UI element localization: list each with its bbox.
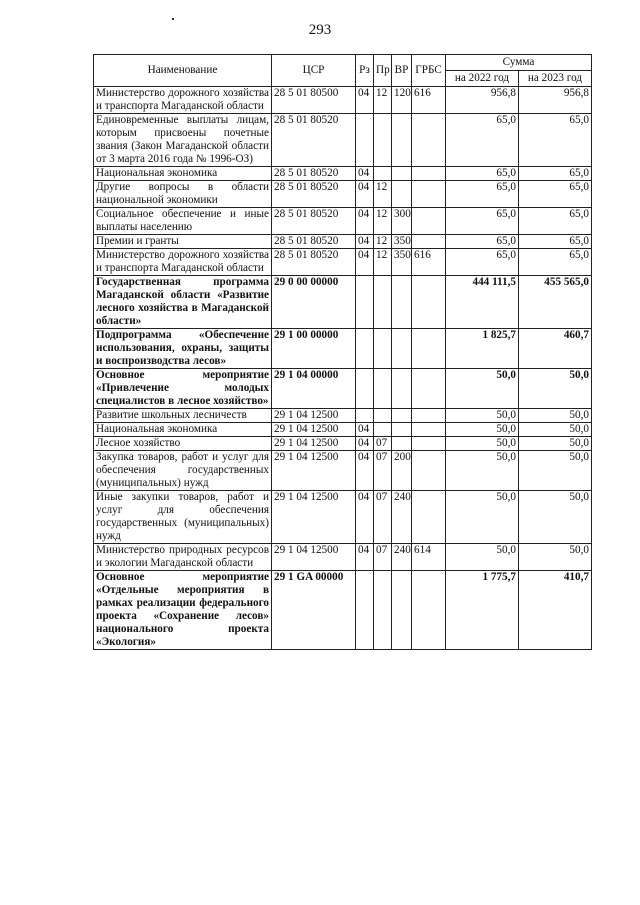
cell-rz: [356, 369, 374, 409]
cell-rz: [356, 276, 374, 329]
cell-sum-2022: 65,0: [446, 249, 519, 276]
cell-csr: 28 5 01 80500: [272, 87, 356, 114]
cell-csr: 28 5 01 80520: [272, 167, 356, 181]
cell-grbs: [412, 167, 446, 181]
cell-csr: 28 5 01 80520: [272, 249, 356, 276]
cell-name: Государственная программа Магаданской области «Развитие лесного хозяйства в Магаданской области»: [94, 276, 272, 329]
cell-csr: 28 5 01 80520: [272, 114, 356, 167]
cell-pr: [374, 329, 392, 369]
cell-pr: [374, 167, 392, 181]
budget-table: [93, 54, 592, 650]
cell-pr: 07: [374, 544, 392, 571]
cell-sum-2022: 65,0: [446, 114, 519, 167]
cell-pr: [374, 276, 392, 329]
cell-grbs: [412, 181, 446, 208]
cell-rz: [356, 329, 374, 369]
cell-name: Основное мероприятие «Привлечение молодых специалистов в лесное хозяйство»: [94, 369, 272, 409]
cell-csr: 29 1 GA 00000: [272, 571, 356, 650]
cell-rz: 04: [356, 423, 374, 437]
cell-sum-2023: 65,0: [519, 167, 592, 181]
cell-vr: 200: [392, 451, 412, 491]
cell-name: Иные закупки товаров, работ и услуг для обеспечения государственных (муниципальных) нужд: [94, 491, 272, 544]
table-body: [94, 87, 592, 650]
cell-sum-2022: 50,0: [446, 491, 519, 544]
table-row: [94, 329, 592, 369]
cell-grbs: [412, 369, 446, 409]
cell-pr: 07: [374, 451, 392, 491]
cell-name: Другие вопросы в области национальной экономики: [94, 181, 272, 208]
cell-sum-2023: 65,0: [519, 249, 592, 276]
cell-sum-2023: 410,7: [519, 571, 592, 650]
cell-sum-2022: 956,8: [446, 87, 519, 114]
cell-vr: [392, 329, 412, 369]
cell-sum-2022: 65,0: [446, 167, 519, 181]
cell-sum-2023: 50,0: [519, 437, 592, 451]
cell-csr: 29 1 04 12500: [272, 437, 356, 451]
cell-grbs: [412, 409, 446, 423]
cell-name: Основное мероприятие «Отдельные мероприятия в рамках реализации федерального проекта «Сохранение лесов» национального проекта «Экология»: [94, 571, 272, 650]
cell-vr: 240: [392, 491, 412, 544]
cell-rz: 04: [356, 208, 374, 235]
cell-rz: 04: [356, 491, 374, 544]
cell-grbs: [412, 491, 446, 544]
table-row: [94, 451, 592, 491]
cell-sum-2022: 1 775,7: [446, 571, 519, 650]
cell-sum-2022: 65,0: [446, 235, 519, 249]
cell-vr: 240: [392, 544, 412, 571]
cell-vr: 120: [392, 87, 412, 114]
cell-rz: [356, 114, 374, 167]
cell-csr: 28 5 01 80520: [272, 208, 356, 235]
cell-name: Развитие школьных лесничеств: [94, 409, 272, 423]
cell-vr: [392, 423, 412, 437]
cell-grbs: [412, 235, 446, 249]
cell-sum-2022: 1 825,7: [446, 329, 519, 369]
table-row: [94, 369, 592, 409]
cell-pr: [374, 571, 392, 650]
cell-pr: 12: [374, 87, 392, 114]
table-row: [94, 437, 592, 451]
cell-name: Министерство природных ресурсов и экологии Магаданской области: [94, 544, 272, 571]
table-row: [94, 87, 592, 114]
cell-vr: [392, 409, 412, 423]
cell-vr: [392, 571, 412, 650]
table-row: [94, 114, 592, 167]
cell-name: Национальная экономика: [94, 167, 272, 181]
cell-csr: 29 1 04 12500: [272, 491, 356, 544]
cell-grbs: 614: [412, 544, 446, 571]
cell-rz: 04: [356, 181, 374, 208]
cell-vr: [392, 167, 412, 181]
cell-sum-2023: 50,0: [519, 369, 592, 409]
cell-csr: 28 5 01 80520: [272, 235, 356, 249]
cell-rz: 04: [356, 235, 374, 249]
cell-pr: [374, 369, 392, 409]
cell-vr: 350: [392, 235, 412, 249]
cell-name: Подпрограмма «Обеспечение использования, охраны, защиты и воспроизводства лесов»: [94, 329, 272, 369]
table-row: [94, 249, 592, 276]
table-row: [94, 167, 592, 181]
cell-name: Единовременные выплаты лицам, которым присвоены почетные звания (Закон Магаданской области от 3 марта 2016 года № 1996-ОЗ): [94, 114, 272, 167]
cell-sum-2023: 956,8: [519, 87, 592, 114]
cell-vr: 350: [392, 249, 412, 276]
cell-grbs: [412, 114, 446, 167]
table-row: [94, 571, 592, 650]
cell-rz: 04: [356, 451, 374, 491]
header-vr: ВР: [392, 55, 412, 87]
cell-csr: 29 1 00 00000: [272, 329, 356, 369]
cell-vr: [392, 114, 412, 167]
cell-sum-2022: 50,0: [446, 437, 519, 451]
cell-name: Социальное обеспечение и иные выплаты населению: [94, 208, 272, 235]
cell-sum-2023: 50,0: [519, 451, 592, 491]
cell-pr: 07: [374, 491, 392, 544]
cell-sum-2023: 50,0: [519, 423, 592, 437]
cell-grbs: 616: [412, 87, 446, 114]
cell-vr: [392, 276, 412, 329]
header-name: Наименование: [94, 55, 272, 87]
cell-name: Лесное хозяйство: [94, 437, 272, 451]
table-row: [94, 181, 592, 208]
cell-grbs: [412, 571, 446, 650]
cell-csr: 28 5 01 80520: [272, 181, 356, 208]
cell-pr: 12: [374, 181, 392, 208]
cell-sum-2023: 460,7: [519, 329, 592, 369]
cell-name: Закупка товаров, работ и услуг для обеспечения государственных (муниципальных) нужд: [94, 451, 272, 491]
table-row: [94, 208, 592, 235]
cell-sum-2022: 65,0: [446, 181, 519, 208]
header-rz: Рз: [356, 55, 374, 87]
cell-sum-2023: 65,0: [519, 181, 592, 208]
cell-csr: 29 1 04 12500: [272, 544, 356, 571]
cell-grbs: [412, 451, 446, 491]
cell-sum-2022: 65,0: [446, 208, 519, 235]
table-row: [94, 423, 592, 437]
table-row: [94, 409, 592, 423]
cell-grbs: [412, 437, 446, 451]
cell-rz: 04: [356, 87, 374, 114]
header-pr: Пр: [374, 55, 392, 87]
cell-vr: [392, 369, 412, 409]
cell-rz: [356, 409, 374, 423]
cell-csr: 29 0 00 00000: [272, 276, 356, 329]
cell-sum-2023: 455 565,0: [519, 276, 592, 329]
cell-pr: [374, 423, 392, 437]
cell-name: Национальная экономика: [94, 423, 272, 437]
cell-pr: [374, 114, 392, 167]
cell-pr: 07: [374, 437, 392, 451]
scan-speck: [172, 18, 174, 20]
cell-name: Министерство дорожного хозяйства и транспорта Магаданской области: [94, 87, 272, 114]
cell-sum-2023: 65,0: [519, 235, 592, 249]
cell-grbs: [412, 423, 446, 437]
cell-csr: 29 1 04 12500: [272, 409, 356, 423]
cell-sum-2023: 50,0: [519, 409, 592, 423]
cell-pr: 12: [374, 249, 392, 276]
cell-csr: 29 1 04 00000: [272, 369, 356, 409]
cell-csr: 29 1 04 12500: [272, 451, 356, 491]
cell-grbs: 616: [412, 249, 446, 276]
table-row: [94, 544, 592, 571]
cell-pr: 12: [374, 208, 392, 235]
cell-sum-2023: 50,0: [519, 491, 592, 544]
cell-sum-2023: 65,0: [519, 114, 592, 167]
page-number: 293: [308, 22, 332, 38]
cell-sum-2023: 65,0: [519, 208, 592, 235]
cell-sum-2022: 50,0: [446, 409, 519, 423]
cell-rz: 04: [356, 167, 374, 181]
header-year-2022: на 2022 год: [446, 71, 519, 87]
cell-vr: [392, 437, 412, 451]
table-row: [94, 491, 592, 544]
header-grbs: ГРБС: [412, 55, 446, 87]
cell-name: Премии и гранты: [94, 235, 272, 249]
cell-rz: 04: [356, 249, 374, 276]
cell-vr: 300: [392, 208, 412, 235]
header-csr: ЦСР: [272, 55, 356, 87]
cell-sum-2022: 50,0: [446, 451, 519, 491]
header-sum: Сумма: [446, 55, 592, 71]
cell-sum-2022: 50,0: [446, 544, 519, 571]
cell-sum-2023: 50,0: [519, 544, 592, 571]
cell-vr: [392, 181, 412, 208]
table-row: [94, 276, 592, 329]
cell-pr: 12: [374, 235, 392, 249]
cell-grbs: [412, 276, 446, 329]
header-year-2023: на 2023 год: [519, 71, 592, 87]
cell-grbs: [412, 329, 446, 369]
cell-pr: [374, 409, 392, 423]
cell-rz: [356, 571, 374, 650]
cell-sum-2022: 444 111,5: [446, 276, 519, 329]
cell-rz: 04: [356, 544, 374, 571]
cell-csr: 29 1 04 12500: [272, 423, 356, 437]
cell-sum-2022: 50,0: [446, 423, 519, 437]
cell-rz: 04: [356, 437, 374, 451]
cell-sum-2022: 50,0: [446, 369, 519, 409]
cell-grbs: [412, 208, 446, 235]
table-row: [94, 235, 592, 249]
cell-name: Министерство дорожного хозяйства и транспорта Магаданской области: [94, 249, 272, 276]
